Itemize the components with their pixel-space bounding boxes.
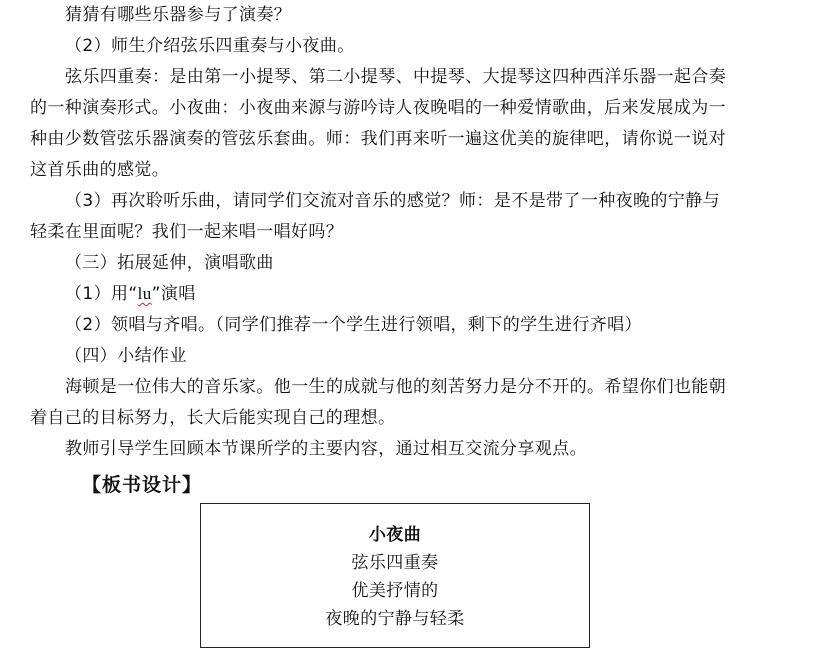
text-line: （四）小结作业 [65,346,187,366]
board-box [200,503,590,648]
text-line: （2）师生介绍弦乐四重奏与小夜曲。 [65,36,355,56]
text-line: （2）领唱与齐唱。（同学们推荐一个学生进行领唱，剩下的学生进行齐唱） [65,315,642,335]
text-line-lu [65,284,196,304]
text-line: 猜猜有哪些乐器参与了演奏？ [65,5,292,25]
text-line: 轻柔在里面呢？我们一起来唱一唱好吗？ [30,222,344,242]
text-line: 种由少数管弦乐器演奏的管弦乐套曲。师：我们再来听一遍这优美的旋律吧，请你说一说对 [30,129,726,149]
board-item: 弦乐四重奏 [351,553,439,573]
text-line: 着自己的目标努力，长大后能实现自己的理想。 [30,408,396,428]
text-line: 的一种演奏形式。小夜曲：小夜曲来源与游吟诗人夜晚唱的一种爱情歌曲，后来发展成为一 [30,98,726,118]
text-line: 海顿是一位伟大的音乐家。他一生的成就与他的刻苦努力是分不开的。希望你们也能朝 [65,377,727,397]
board-item: 夜晚的宁静与轻柔 [325,609,465,629]
lu-word: lu [137,284,152,303]
text-line: （3）再次聆听乐曲，请同学们交流对音乐的感觉？师：是不是带了一种夜晚的宁静与 [65,191,721,211]
text-line: 弦乐四重奏：是由第一小提琴、第二小提琴、中提琴、大提琴这四种西洋乐器一起合奏 [65,67,727,87]
text-line: 教师引导学生回顾本节课所学的主要内容，通过相互交流分享观点。 [65,439,587,459]
text-line: 这首乐曲的感觉。 [30,160,170,180]
text-line: （三）拓展延伸，演唱歌曲 [65,253,274,273]
lu-suffix: ”演唱 [151,284,196,304]
board-item: 优美抒情的 [351,581,439,601]
board-title: 小夜曲 [368,525,422,545]
board-heading: 【板书设计】 [82,474,203,496]
lu-prefix: （1）用“ [65,284,138,304]
